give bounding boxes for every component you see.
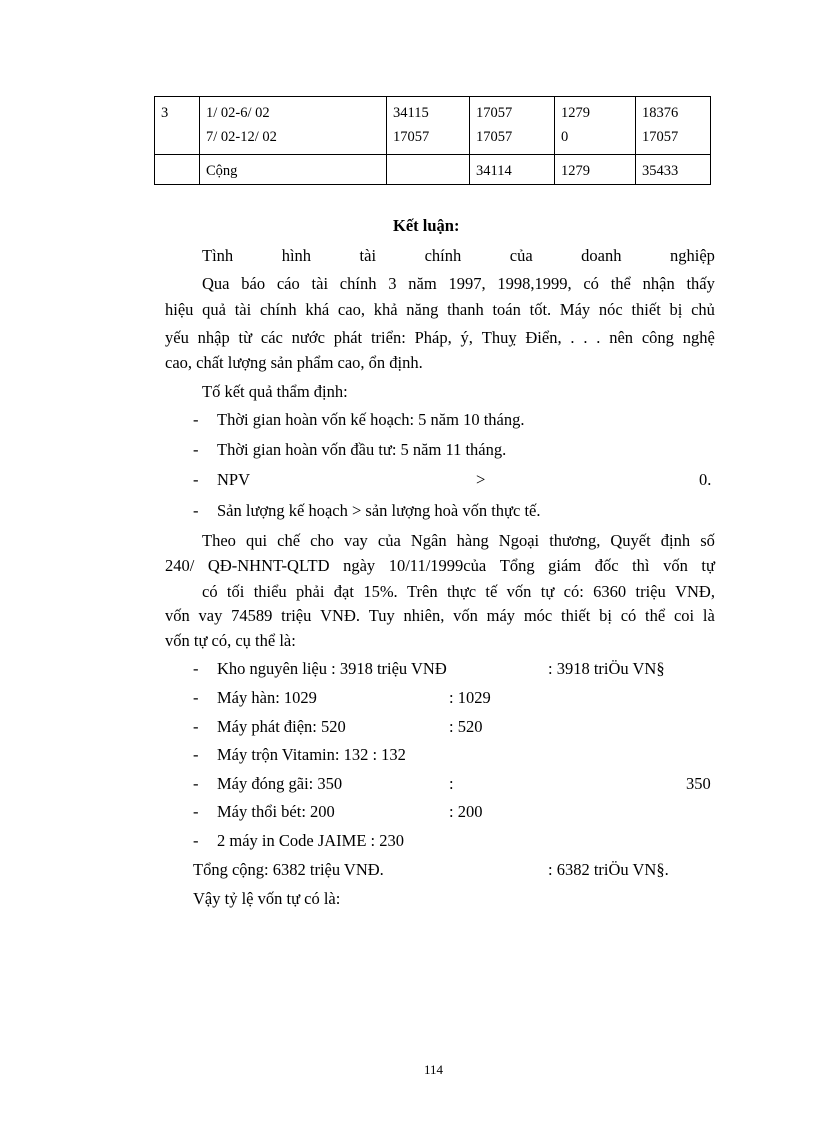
word: vốn — [663, 556, 688, 575]
word: doanh — [581, 246, 622, 265]
word: coi — [673, 606, 695, 625]
word: nghiệp — [670, 246, 715, 265]
word: năm — [408, 274, 437, 293]
table-cell — [387, 155, 470, 185]
word: ý, — [460, 328, 473, 347]
word: vốn — [165, 606, 190, 625]
word: yếu — [165, 328, 189, 347]
word: tối — [226, 582, 245, 601]
paragraph-line: cao, chất lượng sản phẩm cao, ổn định. — [165, 353, 423, 372]
word: thiết — [561, 606, 591, 625]
paragraph-line — [202, 531, 715, 551]
word: cho — [310, 531, 334, 550]
bullet-text: Thời gian hoàn vốn kế hoạch: 5 năm 10 tháng. — [217, 410, 525, 429]
word: 240/ — [165, 556, 195, 575]
word: hình — [281, 246, 312, 265]
word: báo — [241, 274, 266, 293]
paragraph-line — [165, 556, 715, 576]
word: toán — [492, 300, 521, 319]
word: tốt. — [529, 300, 552, 319]
asset-value: : 520 — [449, 717, 483, 736]
paragraph-line: vốn tự có, cụ thể là: — [165, 631, 296, 650]
bullet-dash: - — [193, 831, 199, 850]
asset-label: Kho nguyên liệu : 3918 triệu VNĐ — [217, 659, 447, 678]
table-row — [155, 97, 711, 155]
table-cell: 1279 0 — [555, 97, 636, 155]
word: năng — [406, 300, 439, 319]
table-cell-period: 1/ 02-6/ 02 7/ 02-12/ 02 — [200, 97, 387, 155]
table-cell: 35433 — [636, 155, 711, 185]
word: Máy — [559, 300, 591, 319]
bullet-dash: - — [193, 440, 199, 459]
asset-value: : 3918 triÖu VN§ — [548, 659, 665, 678]
bullet-dash: - — [193, 745, 199, 764]
bullet-dash: - — [193, 501, 199, 520]
page-number: 114 — [424, 1062, 444, 1077]
word: Trên — [407, 582, 438, 601]
word: nên — [609, 328, 634, 347]
word: . — [596, 328, 601, 347]
word: của — [377, 531, 401, 550]
word: 3 — [388, 274, 397, 293]
word: vốn — [453, 606, 478, 625]
section-heading: Kết luận: — [393, 216, 460, 235]
word: Tình — [202, 246, 234, 265]
asset-label: 2 máy in Code JAIME : 230 — [217, 831, 404, 850]
paragraph-line — [202, 582, 715, 602]
asset-value: : — [449, 774, 454, 793]
bullet-dash: - — [193, 802, 199, 821]
table-cell: 34114 — [470, 155, 555, 185]
word: Ngân — [410, 531, 447, 550]
word: đốc — [594, 556, 619, 575]
word: 6360 — [593, 582, 627, 601]
table-cell: 1279 — [555, 155, 636, 185]
table-cell: 34115 17057 — [387, 97, 470, 155]
word: nhập — [197, 328, 230, 347]
bullet-dash: - — [193, 717, 199, 736]
bullet-dash: - — [193, 688, 199, 707]
word: . — [570, 328, 575, 347]
word: phải — [296, 582, 325, 601]
bullet-dash: - — [193, 659, 199, 678]
closing-line: Vậy tỷ lệ vốn tự có là: — [193, 889, 341, 908]
table-cell-total-label: Cộng — [200, 155, 387, 185]
word: tài — [234, 300, 252, 319]
word: Qua — [202, 274, 230, 293]
word: tự — [540, 582, 555, 601]
result-intro: Tố kết quả thẩm định: — [202, 382, 348, 401]
word: thanh — [447, 300, 484, 319]
word: 15%. — [363, 582, 398, 601]
word: khả — [373, 300, 398, 319]
word: chính — [339, 274, 377, 293]
word: QĐ-NHNT-QLTD — [207, 556, 330, 575]
word: từ — [238, 328, 253, 347]
total-value: : 6382 triÖu VN§. — [548, 860, 669, 879]
word: VNĐ. — [320, 606, 361, 625]
word: thiết — [631, 300, 661, 319]
word: Tổng — [499, 556, 535, 575]
word: khá — [305, 300, 330, 319]
word: nhiên, — [403, 606, 445, 625]
word: thực — [446, 582, 477, 601]
table-cell: 17057 17057 — [470, 97, 555, 155]
word: định — [660, 531, 691, 550]
asset-label: Máy thổi bét: 200 — [217, 802, 335, 821]
word: quả — [202, 300, 226, 319]
word: 1997, — [448, 274, 486, 293]
word: vốn — [506, 582, 532, 601]
word: của — [509, 246, 533, 265]
word: nhận — [642, 274, 675, 293]
word: hàng — [456, 531, 489, 550]
word: 74589 — [231, 606, 273, 625]
word: triệu — [635, 582, 666, 601]
bullet-dash: - — [193, 774, 199, 793]
bullet-dash: - — [193, 410, 199, 429]
table-cell-no: 3 — [155, 97, 200, 155]
word: nóc — [598, 300, 623, 319]
word: các — [260, 328, 283, 347]
asset-label: Máy đóng gãi: 350 — [217, 774, 343, 793]
asset-label: Máy trộn Vitamin: 132 : 132 — [217, 745, 406, 764]
word: tế — [485, 582, 498, 601]
word: chính — [259, 300, 297, 319]
word: thì — [632, 556, 650, 575]
word: phát — [333, 328, 363, 347]
word: Pháp, — [414, 328, 452, 347]
word: tài — [359, 246, 377, 265]
word: là — [702, 606, 715, 625]
bullet-text: Thời gian hoàn vốn đầu tư: 5 năm 11 tháng. — [217, 440, 507, 459]
paragraph-line — [165, 328, 715, 348]
word: móc — [523, 606, 553, 625]
word: thể — [610, 274, 631, 293]
word: ngày — [343, 556, 376, 575]
word: bị — [669, 300, 683, 319]
asset-label: Máy phát điện: 520 — [217, 717, 346, 736]
word: có — [620, 606, 637, 625]
word: VNĐ, — [675, 582, 715, 601]
word: Tuy — [368, 606, 395, 625]
word: Theo — [202, 531, 236, 550]
word: hiệu — [165, 300, 194, 319]
word: vay — [343, 531, 368, 550]
word: đạt — [333, 582, 354, 601]
word: Điển, — [525, 328, 562, 347]
total-label: Tổng cộng: 6382 triệu VNĐ. — [193, 860, 384, 879]
word: qui — [245, 531, 268, 550]
word: thể — [645, 606, 666, 625]
word: 1998,1999, — [497, 274, 572, 293]
word: có — [583, 274, 599, 293]
word: nước — [291, 328, 325, 347]
word: công — [641, 328, 674, 347]
npv-label: NPV — [217, 470, 251, 489]
summary-table — [154, 96, 711, 185]
asset-label: Máy hàn: 1029 — [217, 688, 317, 707]
asset-value: 350 — [686, 774, 711, 793]
word: 10/11/1999của — [388, 556, 487, 575]
word: triệu — [281, 606, 312, 625]
paragraph-line — [165, 300, 715, 320]
word: bị — [599, 606, 612, 625]
word: vay — [198, 606, 223, 625]
word: máy — [486, 606, 516, 625]
word: cao, — [337, 300, 365, 319]
bullet-text: Sản lượng kế hoạch > sản lượng hoà vốn thực tế. — [217, 501, 541, 520]
word: cáo — [276, 274, 300, 293]
word: số — [700, 531, 715, 550]
word: Quyết — [610, 531, 651, 550]
paragraph-line — [165, 606, 715, 626]
table-cell: 18376 17057 — [636, 97, 711, 155]
word: giám — [548, 556, 582, 575]
word: triển: — [370, 328, 406, 347]
word: thấy — [686, 274, 715, 293]
npv-operator: > — [476, 470, 486, 489]
paragraph-line — [202, 274, 715, 294]
word: thiểu — [253, 582, 287, 601]
table-row-total — [155, 155, 711, 185]
word: nghệ — [682, 328, 715, 347]
bullet-dash: - — [193, 470, 199, 489]
table-cell — [155, 155, 200, 185]
asset-value: : 200 — [449, 802, 483, 821]
word: tài — [311, 274, 329, 293]
paragraph-line — [202, 246, 715, 266]
word: có — [202, 582, 218, 601]
word: chính — [424, 246, 462, 265]
word: chủ — [691, 300, 715, 319]
word: chế — [277, 531, 301, 550]
asset-value: : 1029 — [449, 688, 491, 707]
word: Thuỵ — [481, 328, 517, 347]
npv-value: 0. — [699, 470, 712, 489]
word: có: — [563, 582, 584, 601]
word: tự — [701, 556, 715, 575]
word: . — [583, 328, 588, 347]
word: thương, — [549, 531, 601, 550]
word: Ngoại — [498, 531, 540, 550]
